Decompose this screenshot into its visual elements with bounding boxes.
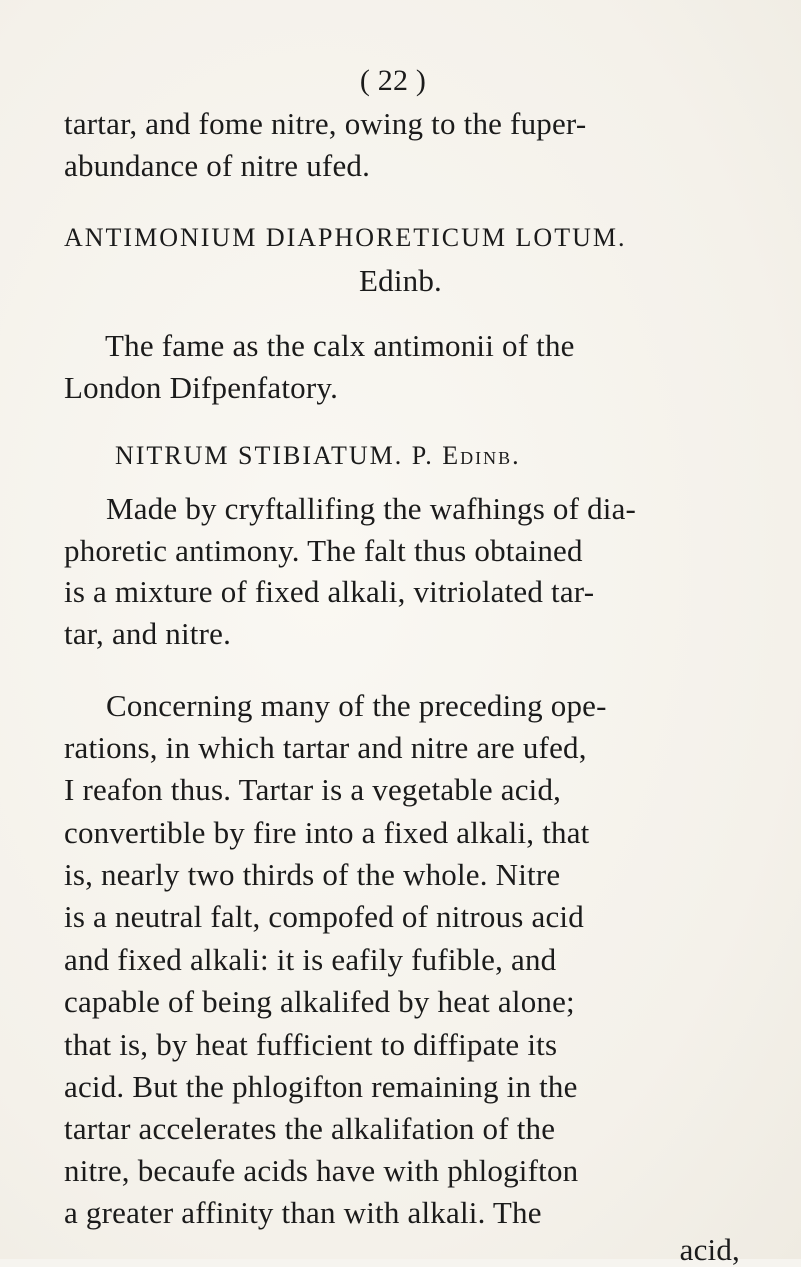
text-line: a greater affinity than with alkali. The (64, 1195, 542, 1230)
text-line: London Difpenfatory. (64, 370, 339, 405)
text-line: is, nearly two thirds of the whole. Nitre (64, 857, 561, 892)
text-line: The fame as the calx antimonii of the (105, 328, 575, 363)
text-line: tartar, and fome nitre, owing to the fuper- (64, 106, 587, 141)
section-heading: NITRUM STIBIATUM. P. Edinb. (115, 441, 521, 470)
text-line: is a mixture of fixed alkali, vitriolated tar- (64, 574, 595, 609)
section-heading: ANTIMONIUM DIAPHORETICUM LOTUM. (64, 223, 627, 252)
text-line: tartar accelerates the alkalifation of the (64, 1111, 556, 1146)
text-line: Made by cryftallifing the wafhings of dia- (106, 491, 637, 526)
page-number: ( 22 ) (359, 64, 427, 97)
section-subheading: Edinb. (359, 263, 442, 298)
text-line: phoretic antimony. The falt thus obtained (64, 533, 583, 568)
text-line: abundance of nitre ufed. (64, 148, 371, 183)
text-line: rations, in which tartar and nitre are ufed, (64, 730, 587, 765)
text-line: convertible by fire into a fixed alkali, that (64, 815, 590, 850)
text-line: and fixed alkali: it is eafily fufible, and (64, 942, 557, 977)
text-line: acid. But the phlogifton remaining in the (64, 1069, 578, 1104)
text-line: is a neutral falt, compofed of nitrous acid (64, 899, 584, 934)
text-line: that is, by heat fufficient to diffipate its (64, 1027, 558, 1062)
text-line: I reafon thus. Tartar is a vegetable acid, (64, 772, 562, 807)
text-line: nitre, becaufe acids have with phlogifton (64, 1153, 579, 1188)
text-line: tar, and nitre. (64, 616, 232, 651)
text-line: capable of being alkalifed by heat alone; (64, 984, 575, 1019)
text-line: Concerning many of the preceding ope- (106, 688, 607, 723)
catchword: acid, (679, 1232, 740, 1267)
